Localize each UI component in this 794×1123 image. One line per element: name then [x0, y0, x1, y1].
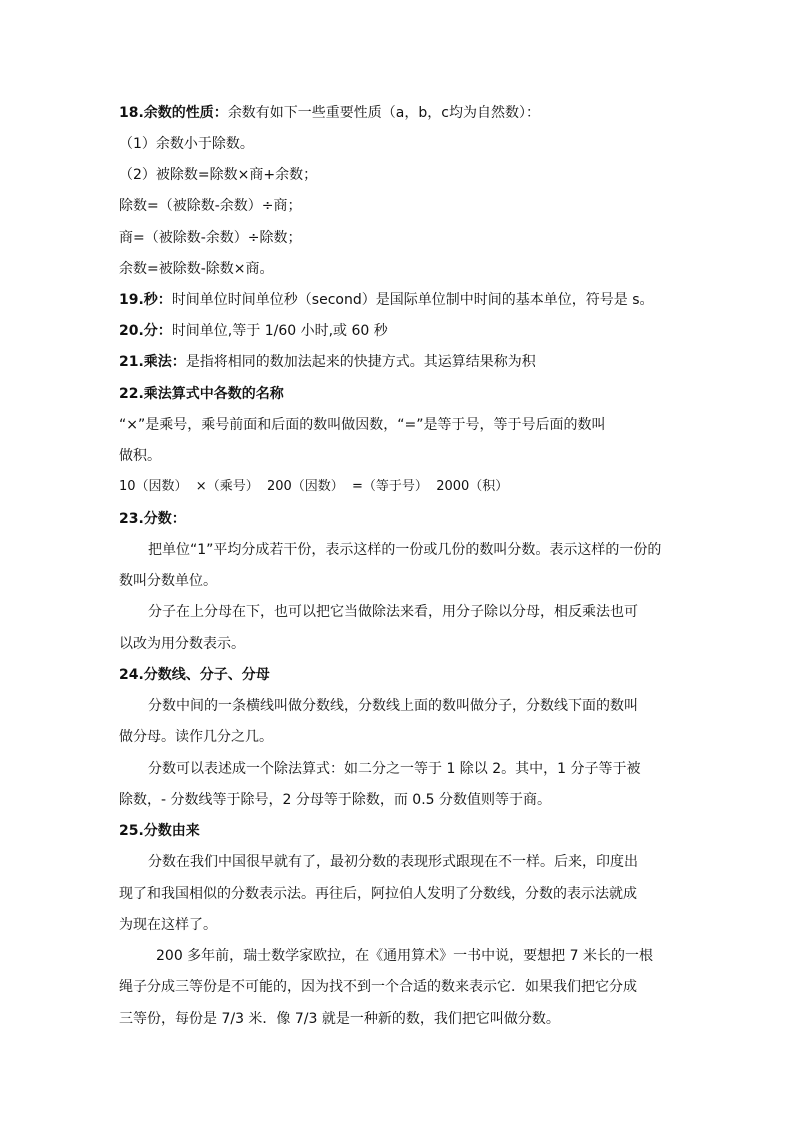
section-22-line-2: 做积。: [119, 448, 161, 464]
section-25-line-5: 绳子分成三等份是不可能的，因为找不到一个合适的数来表示它．如果我们把它分成: [119, 979, 637, 995]
section-23-line-2: 数叫分数单位。: [119, 573, 217, 589]
section-19-line: [119, 290, 654, 310]
section-18-intro: 余数有如下一些重要性质（a，b，c均为自然数）：: [227, 105, 540, 121]
section-18-heading-line: [119, 103, 540, 123]
section-20-text: 时间单位,等于 1/60 小时,或 60 秒: [171, 323, 388, 339]
section-20-title: 20.分：: [119, 323, 172, 339]
section-18-item-4: 商=（被除数-余数）÷除数；: [119, 230, 302, 246]
section-23-line-1: 把单位“1”平均分成若干份，表示这样的一份或几份的数叫分数。表示这样的一份的: [148, 542, 662, 558]
section-25-line-3: 为现在这样了。: [119, 917, 217, 933]
section-21-title: 21.乘法：: [119, 354, 186, 370]
section-24-line-4: 除数，- 分数线等于除号，2 分母等于除数，而 0.5 分数值则等于商。: [119, 792, 552, 808]
section-18-item-2: （2）被除数=除数×商+余数；: [119, 167, 318, 183]
section-25-line-2: 现了和我国相似的分数表示法。再往后，阿拉伯人发明了分数线，分数的表示法就成: [119, 886, 637, 902]
section-25-title: 25.分数由来: [119, 823, 200, 839]
section-24-line-2: 做分母。读作几分之几。: [119, 729, 273, 745]
section-22-title: 22.乘法算式中各数的名称: [119, 386, 284, 402]
section-18-item-1: （1）余数小于除数。: [119, 136, 254, 152]
section-18-item-3: 除数=（被除数-余数）÷商；: [119, 198, 302, 214]
section-25-line-4: 200 多年前，瑞士数学家欧拉，在《通用算术》一书中说，要想把 7 米长的一根: [156, 948, 653, 964]
section-19-text: 时间单位时间单位秒（second）是国际单位制中时间的基本单位，符号是 s。: [171, 292, 654, 308]
section-24-title: 24.分数线、分子、分母: [119, 667, 270, 683]
section-25-line-6: 三等份，每份是 7/3 米．像 7/3 就是一种新的数，我们把它叫做分数。: [119, 1011, 560, 1027]
section-23-line-3: 分子在上分母在下，也可以把它当做除法来看，用分子除以分母，相反乘法也可: [148, 604, 638, 620]
section-23-title: 23.分数：: [119, 511, 186, 527]
section-25-line-1: 分数在我们中国很早就有了，最初分数的表现形式跟现在不一样。后来，印度出: [148, 854, 638, 870]
section-24-line-3: 分数可以表述成一个除法算式：如二分之一等于 1 除以 2。其中，1 分子等于被: [148, 761, 641, 777]
section-22-line-1: “×”是乘号，乘号前面和后面的数叫做因数，“=”是等于号，等于号后面的数叫: [119, 417, 606, 433]
section-20-line: [119, 321, 388, 341]
section-19-title: 19.秒：: [119, 292, 172, 308]
section-21-text: 是指将相同的数加法起来的快捷方式。其运算结果称为积: [185, 354, 536, 370]
section-24-line-1: 分数中间的一条横线叫做分数线，分数线上面的数叫做分子，分数线下面的数叫: [148, 698, 638, 714]
section-22-example: 10（因数） ×（乘号） 200（因数） =（等于号） 2000（积）: [119, 479, 509, 494]
section-23-line-4: 以改为用分数表示。: [119, 636, 245, 652]
section-18-title: 18.余数的性质：: [119, 105, 228, 121]
section-21-line: [119, 352, 536, 372]
section-18-item-5: 余数=被除数-除数×商。: [119, 261, 274, 277]
